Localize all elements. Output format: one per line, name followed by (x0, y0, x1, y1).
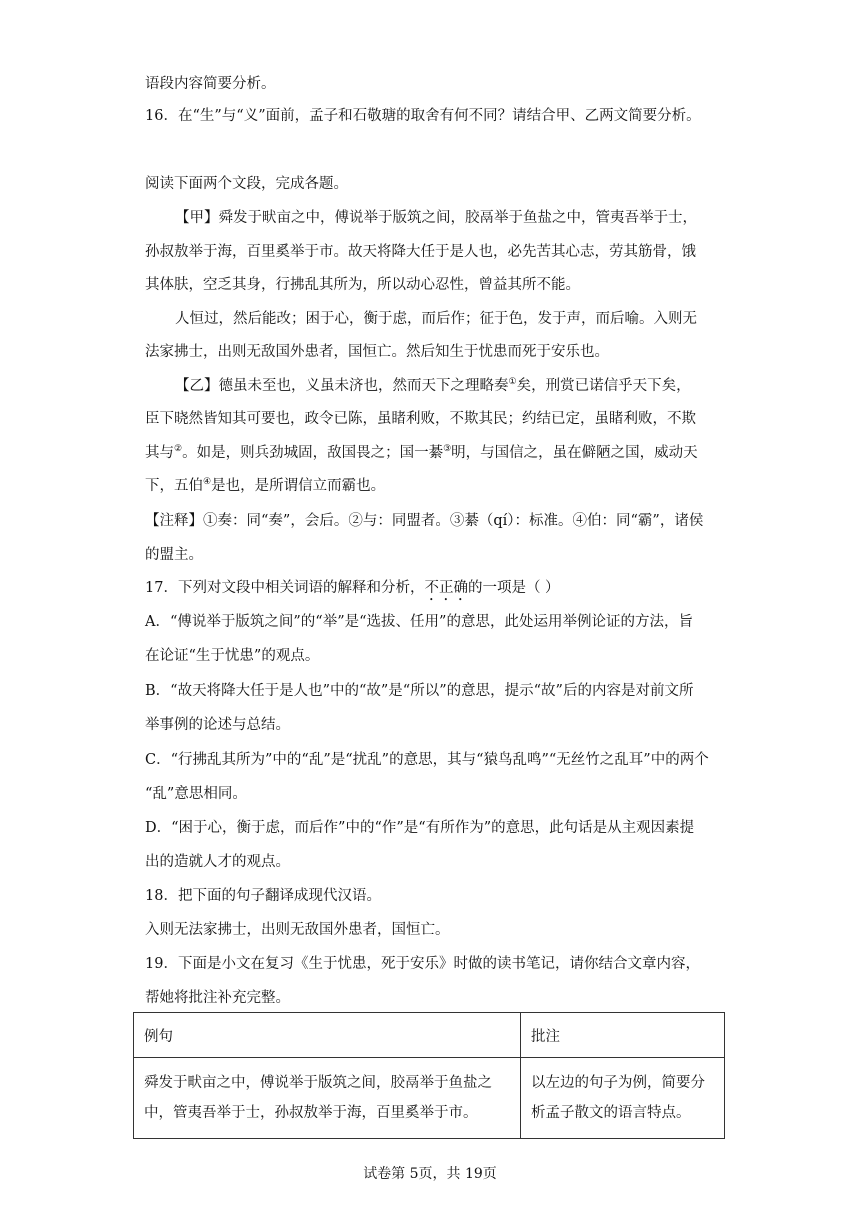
reading-notes-table (133, 1012, 725, 1139)
passage-jia-line: 孙叔敖举于海，百里奚举于市。故天将降大任于是人也，必先苦其心志，劳其筋骨，饿 (145, 244, 696, 260)
table-row (134, 1058, 725, 1139)
annotation-cell: 以左边的句子为例，简要分 析孟子散文的语言特点。 (521, 1058, 725, 1139)
question-19-stem-cont: 帮她将批注补充完整。 (145, 990, 290, 1006)
emphasis-text: 不正确 (424, 580, 468, 596)
passage-yi-line: 臣下晓然皆知其可要也，政令已陈，虽睹利败，不欺其民；约结已定，虽睹利败，不欺 (145, 411, 696, 427)
passage-jia-line: 法家拂士，出则无敌国外患者，国恒亡。然后知生于忧患而死于安乐也。 (145, 344, 609, 360)
passage-yi-line: 【乙】德虽未至也，义虽未济也，然而天下之理略奏①矣，刑赏已诺信乎天下矣， (175, 377, 691, 394)
option-d-cont: 出的造就人才的观点。 (145, 854, 290, 870)
option-b: B．“故天将降大任于是人也”中的“故”是“所以”的意思，提示“故”后的内容是对前文所 (145, 683, 694, 699)
annotation-line: 的盟主。 (145, 547, 203, 563)
table-header-example: 例句 (134, 1013, 521, 1058)
reading-instruction: 阅读下面两个文段，完成各题。 (145, 176, 348, 192)
option-a-cont: 在论证“生于忧患”的观点。 (145, 648, 320, 664)
footnote-mark: ③ (443, 444, 452, 455)
footnote-mark: ② (174, 444, 183, 455)
option-c-cont: “乱”意思相同。 (145, 786, 247, 802)
page-footer: 试卷第 5页，共 19页 (363, 1166, 497, 1182)
annotation-line: 【注释】①奏：同“奏”，会后。②与：同盟者。③綦（qí）：标准。④伯：同“霸”，诸侯 (145, 513, 704, 529)
passage-jia-line: 其体肤，空乏其身，行拂乱其所为，所以动心忍性，曾益其所不能。 (145, 277, 580, 293)
question-19-stem: 19．下面是小文在复习《生于忧患，死于安乐》时做的读书笔记，请你结合文章内容， (145, 956, 700, 972)
passage-jia-line: 人恒过，然后能改；困于心，衡于虑，而后作；征于色，发于声，而后喻。入则无 (175, 311, 697, 327)
option-a: A．“傅说举于版筑之间”的“举”是“选拔、任用”的意思，此处运用举例论证的方法，旨 (145, 614, 693, 630)
question-16: 16．在“生”与“义”面前，孟子和石敬瑭的取舍有何不同？请结合甲、乙两文简要分析。 (145, 108, 701, 124)
question-18-stem: 18．把下面的句子翻译成现代汉语。 (145, 888, 381, 904)
passage-jia-line: 【甲】舜发于畎亩之中，傅说举于版筑之间，胶鬲举于鱼盐之中，管夷吾举于士， (175, 210, 697, 226)
prev-question-tail: 语段内容简要分析。 (145, 76, 276, 92)
question-17-stem: 17．下列对文段中相关词语的解释和分析，不正确的一项是（ ） (145, 580, 560, 596)
question-18-sentence: 入则无法家拂士，出则无敌国外患者，国恒亡。 (145, 922, 450, 938)
example-sentence-cell: 舜发于畎亩之中，傅说举于版筑之间，胶鬲举于鱼盐之 中，管夷吾举于士，孙叔敖举于海，百里奚举于市。 (134, 1058, 521, 1139)
passage-yi-line: 其与②。如是，则兵劲城固，敌国畏之；国一綦③明，与国信之，虽在僻陋之国，威动天 (145, 444, 698, 461)
table-header-row (134, 1013, 725, 1058)
footnote-mark: ① (508, 377, 517, 388)
passage-yi-line: 下，五伯④是也，是所谓信立而霸也。 (145, 477, 386, 494)
option-d: D．“困于心，衡于虑，而后作”中的“作”是“有所作为”的意思，此句话是从主观因素提 (145, 820, 695, 836)
option-b-cont: 举事例的论述与总结。 (145, 717, 290, 733)
footnote-mark: ④ (203, 477, 212, 488)
table-header-annotation: 批注 (521, 1013, 725, 1058)
option-c: C．“行拂乱其所为”中的“乱”是“扰乱”的意思，其与“猿鸟乱鸣”“无丝竹之乱耳”中的两个 (145, 752, 709, 768)
